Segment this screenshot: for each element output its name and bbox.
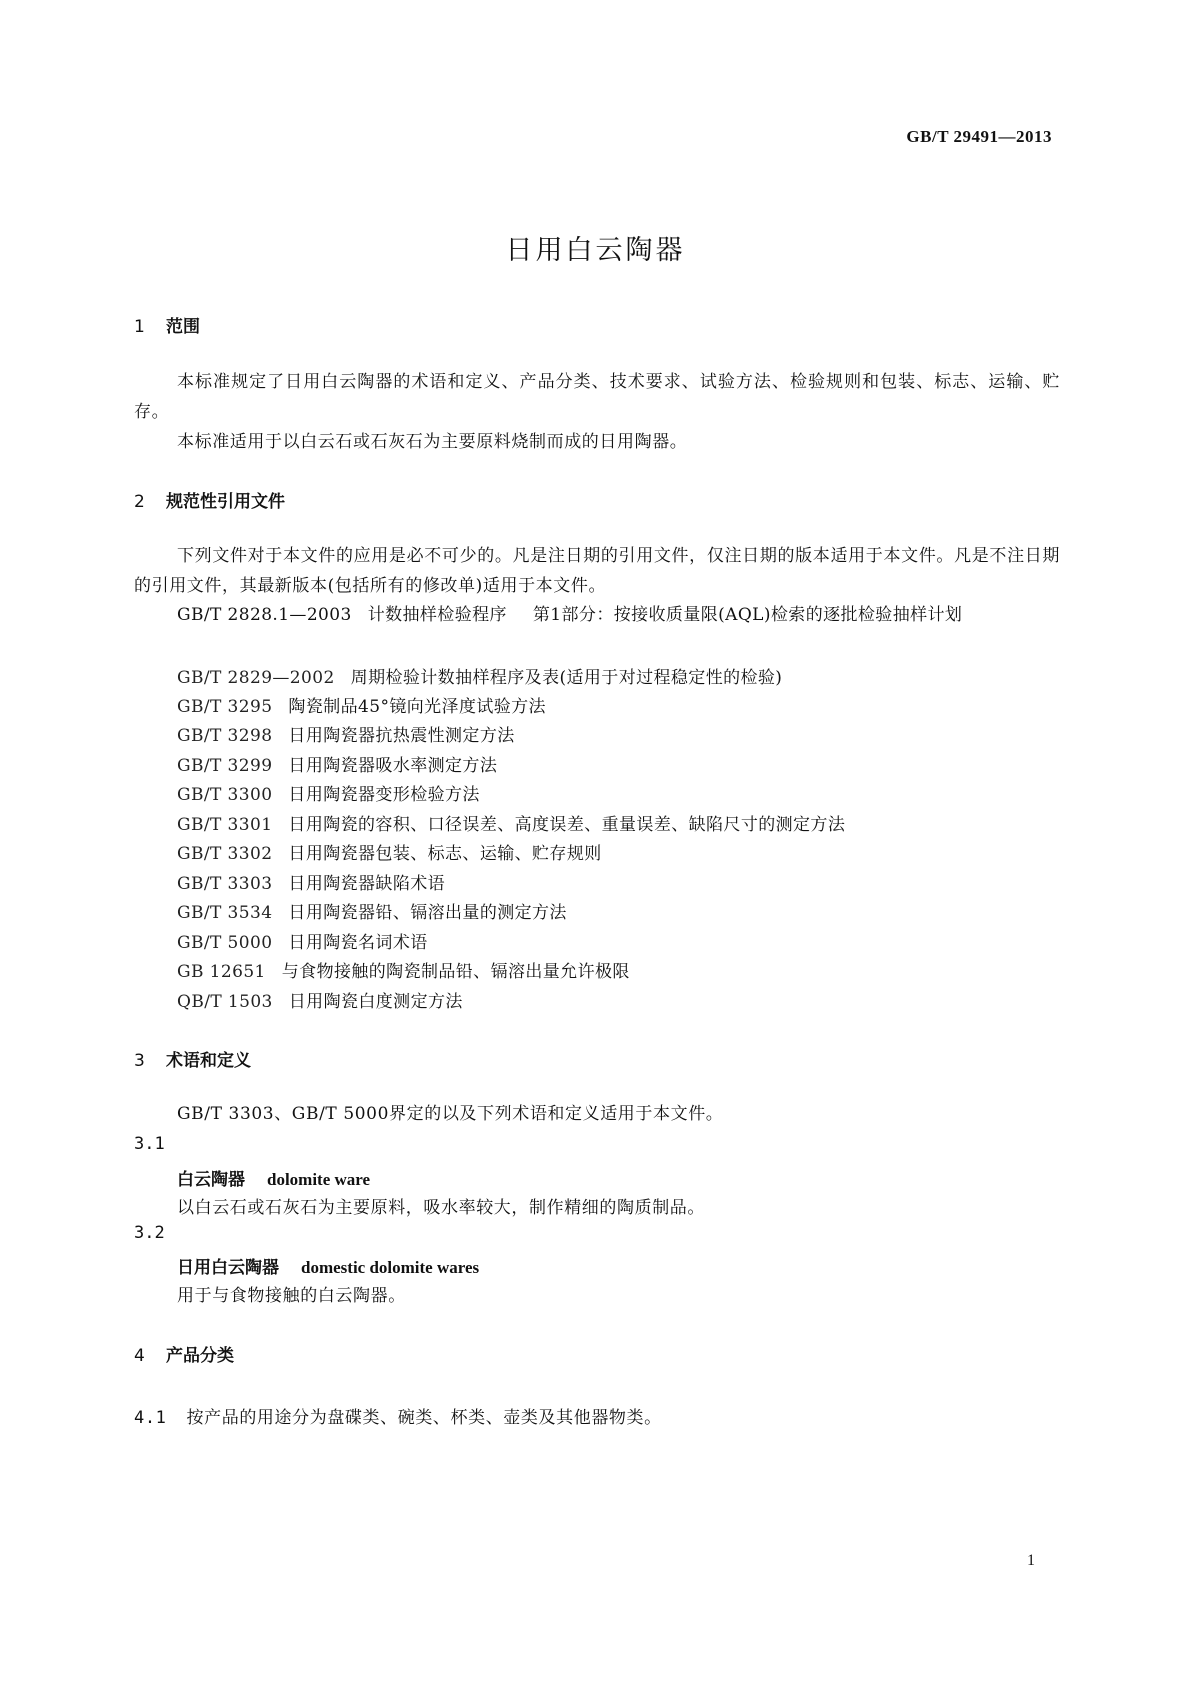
term-definition: 以白云石或石灰石为主要原料，吸水率较大，制作精细的陶质制品。	[177, 1198, 705, 1218]
reference-title: 日用陶瓷的容积、口径误差、高度误差、重量误差、缺陷尺寸的测定方法	[288, 815, 846, 835]
term-en: domestic dolomite wares	[301, 1258, 480, 1277]
section-title: 规范性引用文件	[166, 492, 285, 512]
reference-item	[177, 869, 445, 894]
term-heading	[177, 1253, 479, 1278]
clause-4-1	[134, 1403, 662, 1428]
reference-title: 计数抽样检验程序	[367, 605, 507, 625]
reference-item	[177, 839, 602, 864]
reference-title: 第1部分：按接收质量限(AQL)检索的逐批检验抽样计划	[532, 605, 963, 625]
section-number: 4	[134, 1346, 145, 1366]
section-title: 范围	[166, 317, 200, 337]
reference-code: GB/T 3295	[177, 697, 273, 717]
reference-code: GB/T 3301	[177, 815, 273, 835]
reference-item	[177, 957, 630, 982]
standard-code: GB/T 29491—2013	[906, 127, 1052, 146]
reference-code: GB/T 3534	[177, 903, 273, 923]
section-title: 产品分类	[166, 1346, 234, 1366]
reference-code: GB/T 3299	[177, 756, 273, 776]
reference-title: 与食物接触的陶瓷制品铅、镉溶出量允许极限	[281, 962, 630, 982]
reference-title: 日用陶瓷名词术语	[288, 933, 428, 953]
reference-item	[177, 751, 497, 776]
reference-item	[177, 780, 480, 805]
term-heading	[177, 1165, 370, 1190]
reference-code: GB/T 3298	[177, 726, 273, 746]
reference-item	[177, 898, 567, 923]
section-2-heading	[134, 487, 285, 512]
term-number: 3.1	[134, 1134, 165, 1154]
term-en: dolomite ware	[267, 1170, 371, 1189]
reference-title: 日用陶瓷器抗热震性测定方法	[288, 726, 515, 746]
reference-code: GB/T 5000	[177, 933, 273, 953]
paragraph: 本标准适用于以白云石或石灰石为主要原料烧制而成的日用陶器。	[177, 432, 688, 452]
reference-code: GB 12651	[177, 962, 266, 982]
term-number: 3.2	[134, 1223, 165, 1243]
term-zh: 白云陶器	[177, 1170, 245, 1190]
reference-title: 陶瓷制品45°镜向光泽度试验方法	[288, 697, 546, 717]
reference-code: GB/T 3300	[177, 785, 273, 805]
reference-item	[177, 987, 463, 1012]
reference-code: GB/T 3303	[177, 874, 273, 894]
paragraph: GB/T 3303、GB/T 5000界定的以及下列术语和定义适用于本文件。	[177, 1104, 724, 1124]
term-zh: 日用白云陶器	[177, 1258, 279, 1278]
clause-number: 4.1	[134, 1408, 167, 1428]
reference-code: GB/T 2829—2002	[177, 668, 335, 688]
reference-code: GB/T 2828.1—2003	[177, 605, 352, 625]
section-1-heading	[134, 312, 200, 337]
reference-title: 日用陶瓷白度测定方法	[288, 992, 463, 1012]
section-4-heading	[134, 1341, 234, 1366]
reference-title: 日用陶瓷器铅、镉溶出量的测定方法	[288, 903, 567, 923]
reference-item	[177, 721, 515, 746]
reference-title: 日用陶瓷器变形检验方法	[288, 785, 480, 805]
reference-item	[177, 663, 782, 688]
page-number: 1	[1027, 1552, 1035, 1569]
reference-title: 日用陶瓷器缺陷术语	[288, 874, 446, 894]
section-3-heading	[134, 1046, 251, 1071]
reference-code: QB/T 1503	[177, 992, 273, 1012]
reference-item	[177, 810, 845, 835]
section-title: 术语和定义	[166, 1051, 251, 1071]
reference-code: GB/T 3302	[177, 844, 273, 864]
term-definition: 用于与食物接触的白云陶器。	[177, 1286, 406, 1306]
section-number: 2	[134, 492, 145, 512]
reference-title: 日用陶瓷器吸水率测定方法	[288, 756, 498, 776]
paragraph: 本标准规定了日用白云陶器的术语和定义、产品分类、技术要求、试验方法、检验规则和包装、标志、运输、贮存。	[134, 372, 1060, 422]
reference-title: 周期检验计数抽样程序及表(适用于对过程稳定性的检验)	[350, 668, 783, 688]
reference-title: 日用陶瓷器包装、标志、运输、贮存规则	[288, 844, 602, 864]
section-number: 1	[134, 317, 145, 337]
document-title: 日用白云陶器	[505, 235, 686, 266]
paragraph: 下列文件对于本文件的应用是必不可少的。凡是注日期的引用文件，仅注日期的版本适用于本文件。凡是不注日期的引用文件，其最新版本(包括所有的修改单)适用于本文件。	[134, 546, 1060, 596]
reference-item	[177, 692, 546, 717]
reference-item	[134, 600, 1060, 630]
reference-item	[177, 928, 428, 953]
section-number: 3	[134, 1051, 145, 1071]
clause-text: 按产品的用途分为盘碟类、碗类、杯类、壶类及其他器物类。	[186, 1408, 662, 1428]
